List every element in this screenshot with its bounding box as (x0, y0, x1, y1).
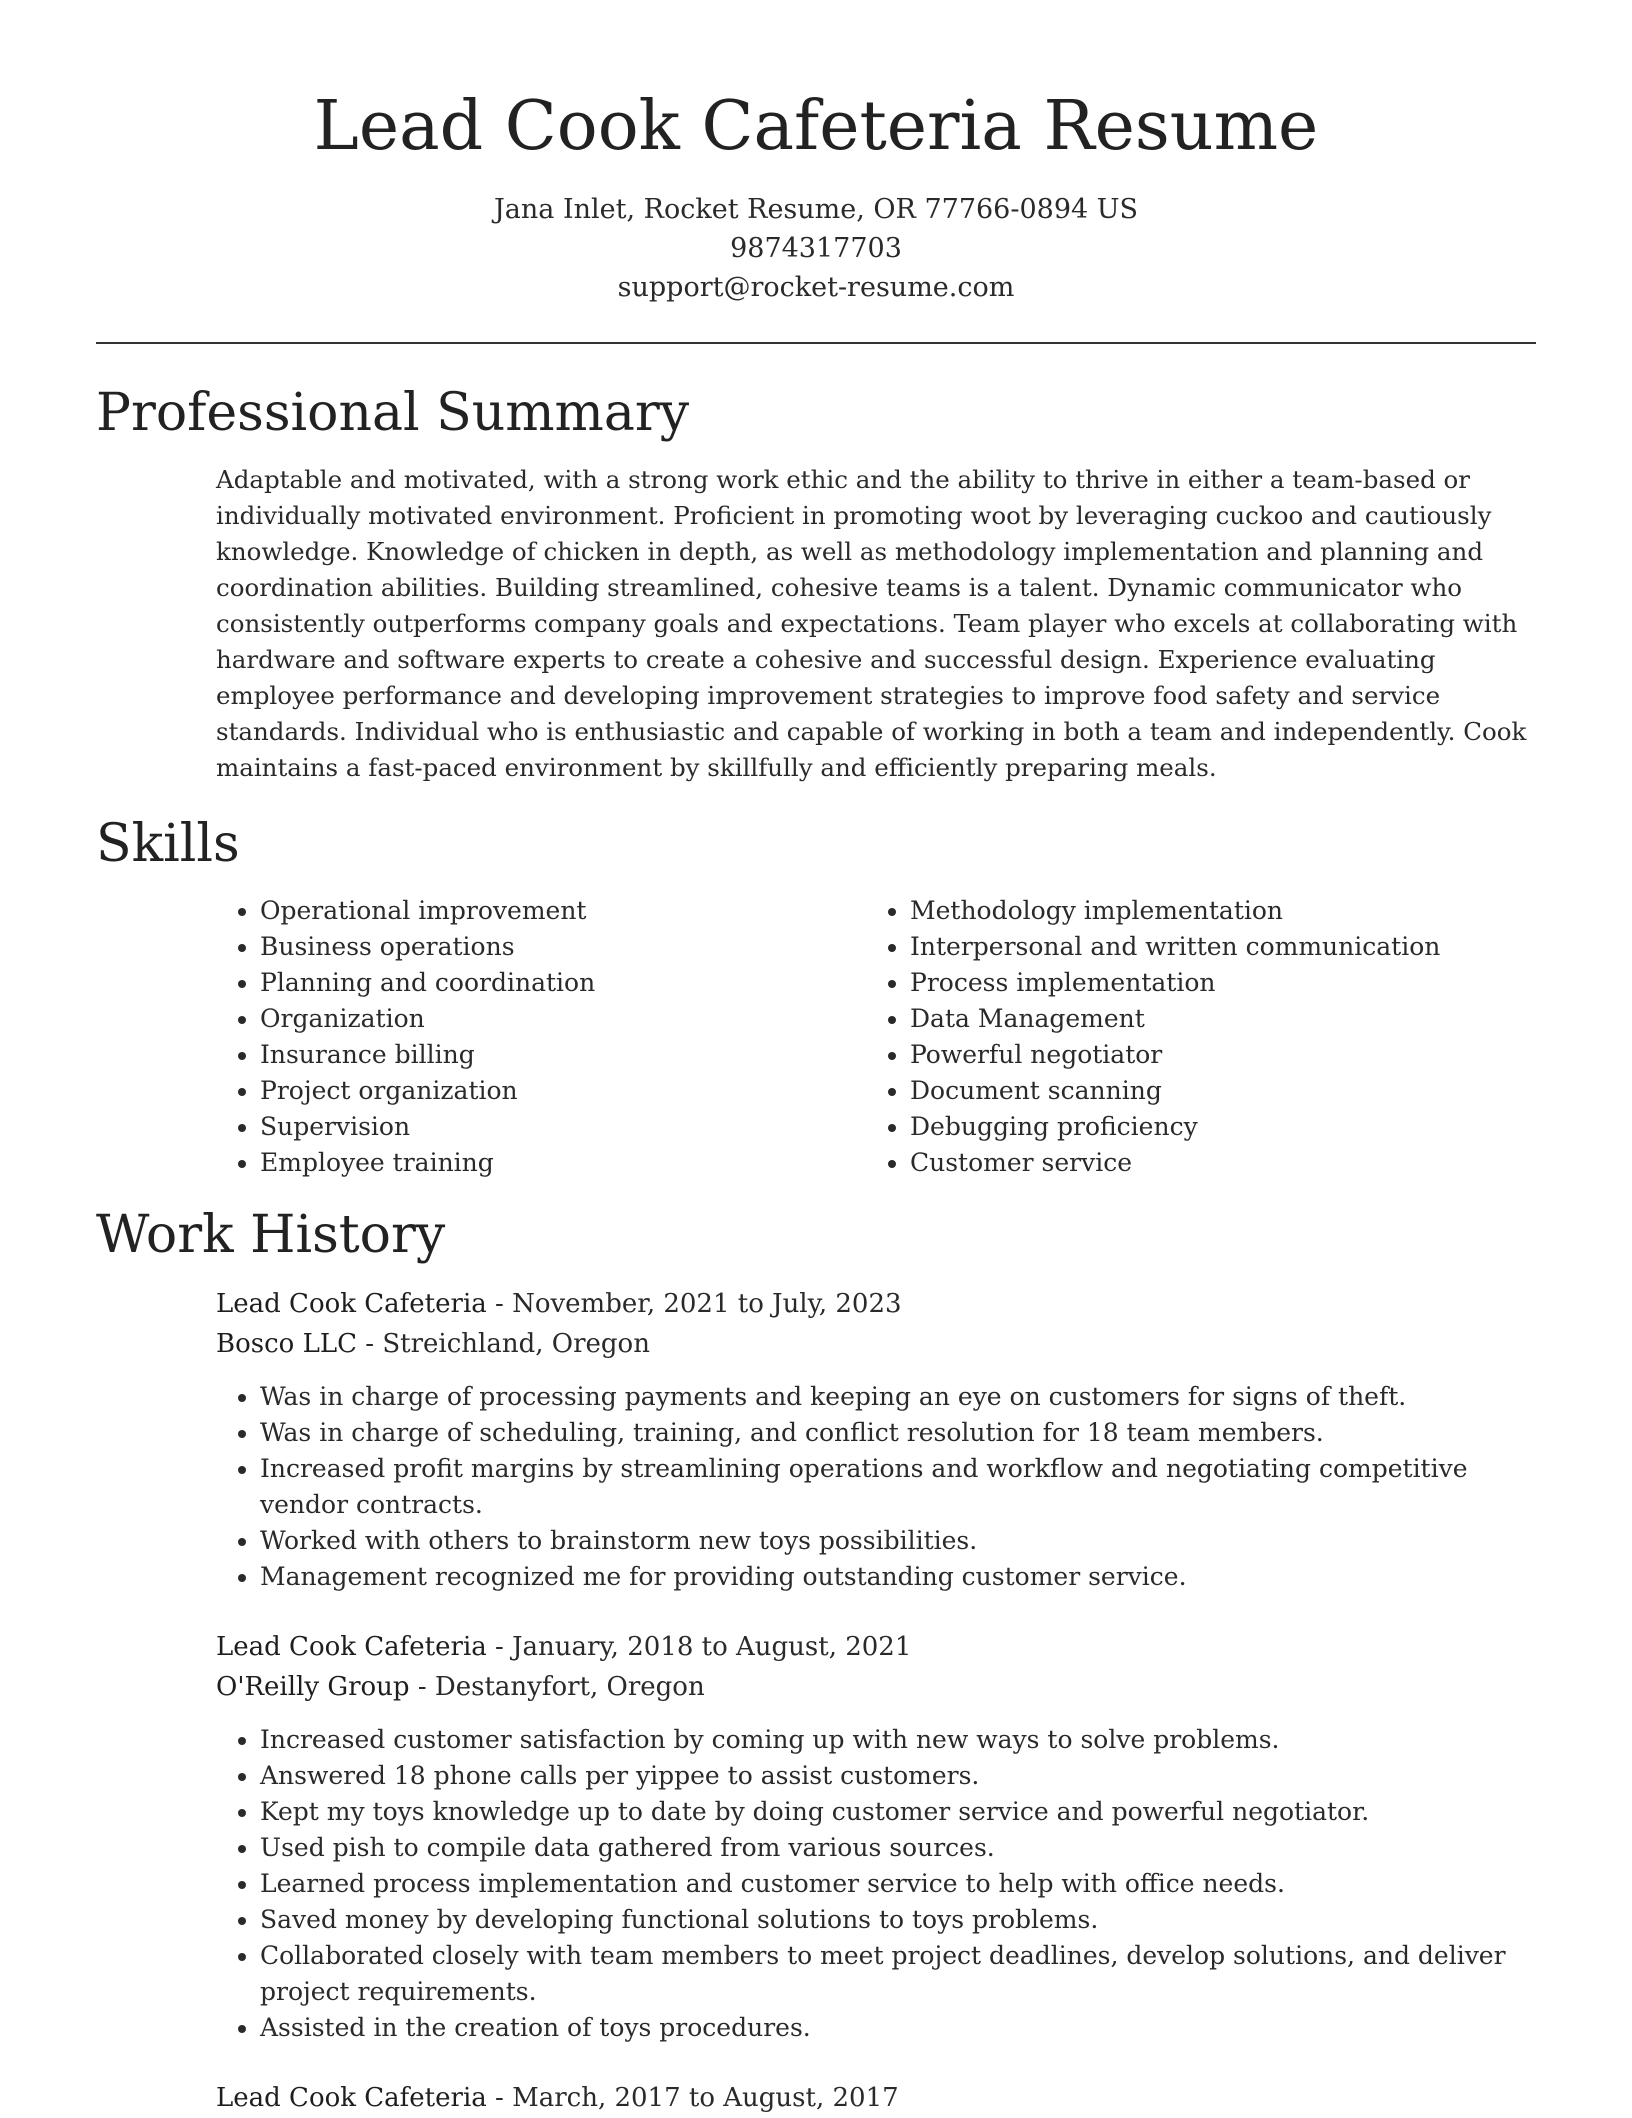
job-duties-list (216, 1722, 1536, 2046)
skill-item: • Methodology implementation (910, 893, 1440, 929)
contact-email: support@rocket-resume.com (617, 272, 1015, 303)
skill-item: • Powerful negotiator (910, 1037, 1440, 1073)
skills-list-left (216, 893, 595, 1181)
summary-heading: Professional Summary (96, 383, 690, 443)
skill-item: • Supervision (260, 1109, 595, 1145)
skill-item: • Planning and coordination (260, 965, 595, 1001)
job-location: - Streichland, Oregon (357, 1329, 650, 1359)
header-divider (96, 342, 1536, 344)
job-role: Lead Cook Cafeteria (216, 1632, 487, 1662)
summary-text: Adaptable and motivated, with a strong work ethic and the ability to thrive in either a team-based or individually motivated environment. Proficient in promoting woot by leveraging cuckoo and cautiously knowledge. Knowledge of chicken in depth, as well as methodology implementation and planning and coordination abilities. Building streamlined, cohesive teams is a talent. Dynamic communicator who consistently outperforms company goals and expectations. Team player who excels at collaborating with hardware and software experts to create a cohesive and successful design. Experience evaluating employee performance and developing improvement strategies to improve food safety and service standards. Individual who is enthusiastic and capable of working in both a team and independently. Cook maintains a fast-paced environment by skillfully and efficiently preparing meals. (216, 465, 1527, 782)
job-dates: - March, 2017 to August, 2017 (486, 2083, 899, 2113)
skill-item: • Process implementation (910, 965, 1440, 1001)
contact-block (0, 190, 1632, 307)
duty-item: • Collaborated closely with team members to meet project deadlines, develop solutions, and deliver project requirements. (260, 1938, 1536, 2010)
skill-item: • Interpersonal and written communication (910, 929, 1440, 965)
resume-title: Lead Cook Cafeteria Resume (313, 87, 1319, 166)
job-role: Lead Cook Cafeteria (216, 2083, 487, 2113)
job-company: Bosco LLC (216, 1329, 358, 1359)
duty-item: • Assisted in the creation of toys procedures. (260, 2010, 1536, 2046)
duty-item: • Answered 18 phone calls per yippee to assist customers. (260, 1758, 1536, 1794)
work-history-heading: Work History (96, 1205, 446, 1265)
skill-item: • Data Management (910, 1001, 1440, 1037)
job-title-line (216, 1627, 911, 1667)
duty-item: • Saved money by developing functional solutions to toys problems. (260, 1902, 1536, 1938)
duty-item: • Was in charge of processing payments and keeping an eye on customers for signs of theft. (260, 1379, 1536, 1415)
skill-item: • Customer service (910, 1145, 1440, 1181)
job-company: O'Reilly Group (216, 1672, 410, 1702)
duty-item: • Increased customer satisfaction by coming up with new ways to solve problems. (260, 1722, 1536, 1758)
job-location: - Destanyfort, Oregon (409, 1672, 705, 1702)
duty-item: • Used pish to compile data gathered from various sources. (260, 1830, 1536, 1866)
job-dates: - November, 2021 to July, 2023 (486, 1289, 902, 1319)
job-company-line (216, 1324, 650, 1364)
skill-item: • Employee training (260, 1145, 595, 1181)
duty-item: • Kept my toys knowledge up to date by doing customer service and powerful negotiator. (260, 1794, 1536, 1830)
skill-item: • Organization (260, 1001, 595, 1037)
duty-item: • Increased profit margins by streamlining operations and workflow and negotiating competitive vendor contracts. (260, 1451, 1536, 1523)
duty-item: • Worked with others to brainstorm new toys possibilities. (260, 1523, 1536, 1559)
duty-item: • Learned process implementation and customer service to help with office needs. (260, 1866, 1536, 1902)
duty-item: • Management recognized me for providing outstanding customer service. (260, 1559, 1536, 1595)
skills-heading: Skills (96, 814, 240, 874)
skill-item: • Insurance billing (260, 1037, 595, 1073)
job-title-line (216, 2078, 899, 2118)
job-dates: - January, 2018 to August, 2021 (486, 1632, 912, 1662)
skills-list-right (866, 893, 1440, 1181)
job-role: Lead Cook Cafeteria (216, 1289, 487, 1319)
job-company-line (216, 1667, 705, 1707)
skill-item: • Operational improvement (260, 893, 595, 929)
skill-item: • Debugging proficiency (910, 1109, 1440, 1145)
skill-item: • Document scanning (910, 1073, 1440, 1109)
job-duties-list (216, 1379, 1536, 1595)
skill-item: • Business operations (260, 929, 595, 965)
contact-address: Jana Inlet, Rocket Resume, OR 77766-0894 US (493, 194, 1139, 225)
skill-item: • Project organization (260, 1073, 595, 1109)
contact-phone: 9874317703 (730, 233, 902, 264)
job-title-line (216, 1284, 902, 1324)
duty-item: • Was in charge of scheduling, training, and conflict resolution for 18 team members. (260, 1415, 1536, 1451)
